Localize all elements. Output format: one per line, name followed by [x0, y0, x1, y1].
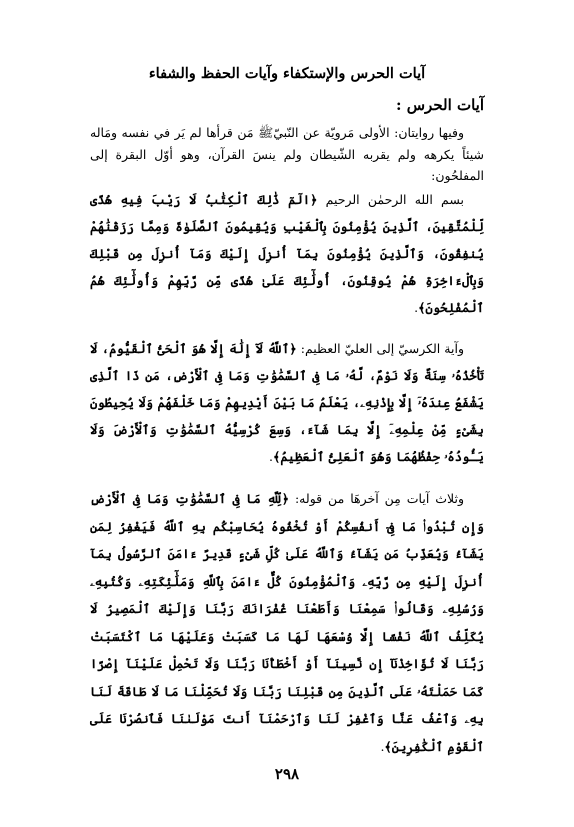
- ayat-al-kursi-verse: ٱللَّهُ لَآ إِلَٰهَ إِلَّا هُوَ ٱلْحَىُّ ٱلْقَيُّومُ، لَا تَأْخُذُهُۥ سِنَةٌ وَلَا نَوْمٌ، لَّهُۥ مَا فِى ٱلسَّمَٰوَٰتِ وَمَا فِى ٱلْأَرْضِ، مَن ذَا ٱلَّذِى يَشْفَعُ عِندَهُۥٓ إِلَّا بِإِذْنِهِۦ، يَعْلَمُ مَا بَيْنَ أَيْدِيهِمْ وَمَا خَلْفَهُمْ وَلَا يُحِيطُونَ بِشَىْءٍ مِّنْ عِلْمِهِۦٓ إِلَّا بِمَا شَآءَ، وَسِعَ كُرْسِيُّهُ ٱلسَّمَٰوَٰتِ وَٱلْأَرْضَ وَلَا يَـُٔودُهُۥ حِفْظُهُمَا وَهُوَ ٱلْعَلِىُّ ٱلْعَظِيمُ: [90, 341, 484, 464]
- page-number: ٢٩٨: [274, 765, 300, 783]
- verse-close-bracket: ﴾: [273, 449, 281, 464]
- verse-terminator: .: [269, 449, 274, 464]
- verse-terminator: .: [414, 300, 419, 315]
- ayat-al-kursi-paragraph: [90, 335, 484, 470]
- baqara-opening-verse: الٓمٓ ذَٰلِكَ ٱلْكِتَٰبُ لَا رَيْبَ فِيهِ هُدًى لِّلْمُتَّقِينَ، ٱلَّذِينَ يُؤْمِنُونَ بِٱلْغَيْبِ وَيُقِيمُونَ ٱلصَّلَوٰةَ وَمِمَّا رَزَقْنَٰهُمْ يُنفِقُونَ، وَٱلَّذِينَ يُؤْمِنُونَ بِمَآ أُنزِلَ إِلَيْكَ وَمَآ أُنزِلَ مِن قَبْلِكَ وَبِٱلْءَاخِرَةِ هُمْ يُوقِنُونَ، أُولَٰٓئِكَ عَلَىٰ هُدًى مِّن رَّبِّهِمْ وَأُولَٰٓئِكَ هُمُ ٱلْمُفْلِحُونَ: [90, 192, 484, 315]
- verse-close-bracket: ﴾: [418, 300, 426, 315]
- intro-paragraph: [90, 122, 484, 187]
- verse-open-bracket: ﴿: [281, 491, 290, 506]
- basmala-prefix: بسم الله الرحمٰن الرحيم: [325, 192, 465, 207]
- baqara-prefix: وثلاث آيات مِن آخرهَا من قوله:: [294, 491, 464, 506]
- section-heading: آيات الحرس :: [395, 96, 484, 114]
- verse-open-bracket: ﴿: [310, 192, 318, 207]
- verse-close-bracket: ﴾: [384, 738, 392, 754]
- kursi-prefix: وآية الكرسيّ إلى العليّ العظيم:: [300, 341, 464, 356]
- page-title: آيات الحرس والإستكفاء وآيات الحفظ والشفاء: [148, 65, 426, 82]
- verse-open-bracket: ﴿: [289, 341, 297, 356]
- intro-text: وفيها روايتان: الأولى مَرويّة عن النّبيّﷺ مَن قرأها لم يَر في نفسه ومَاله شيئاً يكرهه ولم يقربه الشّيطان ولم ينسَ القرآن، وهو أوّل البقرة إلى المفلحُون:: [90, 125, 484, 183]
- baqara-opening-paragraph: [90, 186, 484, 321]
- baqara-ending-paragraph: [90, 485, 484, 760]
- verse-terminator: .: [380, 738, 385, 754]
- baqara-ending-verse: لِّلَّهِ مَا فِى ٱلسَّمَٰوَٰتِ وَمَا فِى ٱلْأَرْضِ وَإِن تُبْدُوا۟ مَا فِىٓ أَنفُسِكُمْ أَوْ تُخْفُوهُ يُحَاسِبْكُم بِهِ ٱللَّهُ فَيَغْفِرُ لِمَن يَشَآءُ وَيُعَذِّبُ مَن يَشَآءُ وَٱللَّهُ عَلَىٰ كُلِّ شَىْءٍ قَدِيرٌ ءَامَنَ ٱلرَّسُولُ بِمَآ أُنزِلَ إِلَيْهِ مِن رَّبِّهِۦ وَٱلْمُؤْمِنُونَ كُلٌّ ءَامَنَ بِٱللَّهِ وَمَلَٰٓئِكَتِهِۦ وَكُتُبِهِۦ وَرُسُلِهِۦ وَقَالُوا۟ سَمِعْنَا وَأَطَعْنَا غُفْرَانَكَ رَبَّنَا وَإِلَيْكَ ٱلْمَصِيرُ لَا يُكَلِّفُ ٱللَّهُ نَفْسًا إِلَّا وُسْعَهَا لَهَا مَا كَسَبَتْ وَعَلَيْهَا مَا ٱكْتَسَبَتْ رَبَّنَا لَا تُؤَاخِذْنَآ إِن نَّسِينَآ أَوْ أَخْطَأْنَا رَبَّنَا وَلَا تَحْمِلْ عَلَيْنَآ إِصْرًا كَمَا حَمَلْتَهُۥ عَلَى ٱلَّذِينَ مِن قَبْلِنَا رَبَّنَا وَلَا تُحَمِّلْنَا مَا لَا طَاقَةَ لَنَا بِهِۦ وَٱعْفُ عَنَّا وَٱغْفِرْ لَنَا وَٱرْحَمْنَآ أَنتَ مَوْلَىٰنَا فَٱنصُرْنَا عَلَى ٱلْقَوْمِ ٱلْكَٰفِرِينَ: [90, 491, 484, 754]
